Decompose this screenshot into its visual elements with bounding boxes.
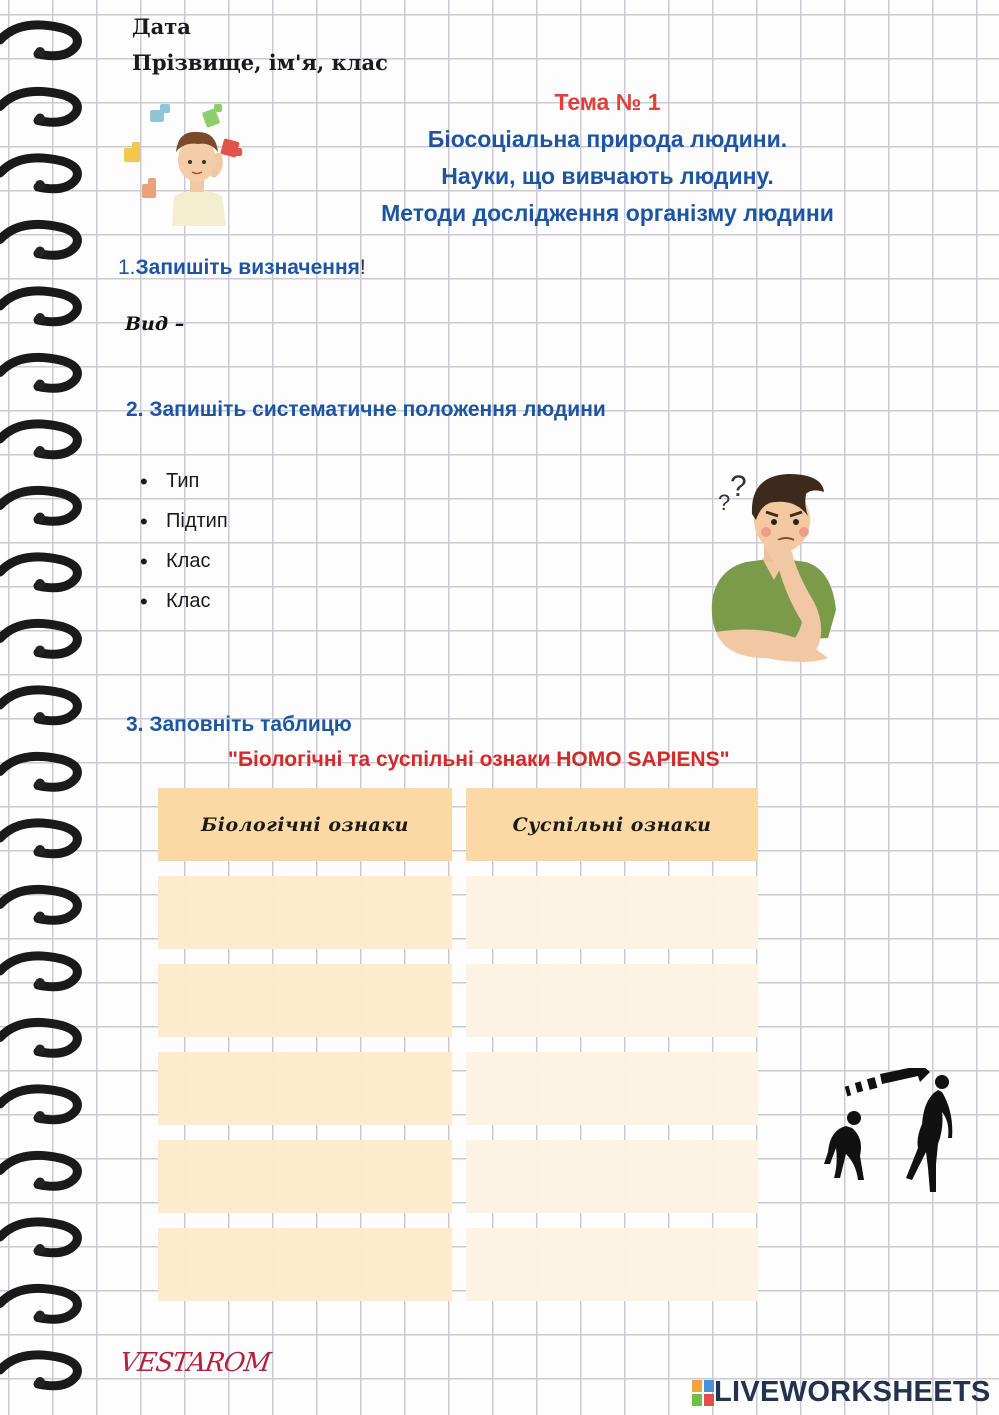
spiral-hole	[35, 1111, 45, 1121]
spiral-hole	[35, 247, 45, 257]
question-mark-icon: ?	[730, 470, 747, 503]
title-line-1: Біосоціальна природа людини.	[427, 126, 788, 152]
spiral-hole	[35, 1244, 45, 1254]
liveworksheets-text: LIVEWORKSHEETS	[714, 1376, 991, 1408]
list-item: • Тип	[140, 470, 228, 510]
spiral-hole	[35, 446, 45, 456]
table-cell-biological-2[interactable]	[158, 964, 452, 1037]
evolution-icon	[820, 1068, 960, 1198]
date-label: Дата	[132, 14, 191, 39]
spiral-hole	[35, 712, 45, 722]
table-cell-social-5[interactable]	[466, 1228, 758, 1301]
table-cell-social-4[interactable]	[466, 1140, 758, 1213]
list-item: • Клас	[140, 590, 228, 630]
question-1-text: Запишіть визначення	[135, 256, 360, 279]
puzzle-boy-icon	[118, 100, 253, 230]
name-label: Прізвище, ім'я, клас	[132, 50, 388, 75]
title-line-2: Науки, що вивчають людину.	[441, 163, 774, 189]
spiral-hole	[35, 180, 45, 190]
question-1-punct: !	[359, 256, 366, 279]
question-1	[118, 256, 366, 280]
spiral-hole	[35, 646, 45, 656]
spiral-hole	[35, 313, 45, 323]
table-title: "Біологічні та суспільні ознаки HOMO SAPIENS"	[228, 748, 730, 771]
spiral-hole	[35, 779, 45, 789]
table-cell-biological-1[interactable]	[158, 876, 452, 949]
table-cell-social-2[interactable]	[466, 964, 758, 1037]
vestarom-logo: VESTAROM	[117, 1348, 272, 1378]
table-cell-biological-4[interactable]	[158, 1140, 452, 1213]
spiral-hole	[35, 114, 45, 124]
table-cell-biological-3[interactable]	[158, 1052, 452, 1125]
spiral-hole	[35, 1178, 45, 1188]
list-item: • Клас	[140, 550, 228, 590]
topic-label: Тема № 1	[554, 89, 661, 115]
spiral-hole	[35, 47, 45, 57]
question-mark-icon: ?	[718, 490, 731, 515]
table-cell-social-3[interactable]	[466, 1052, 758, 1125]
spiral-hole	[35, 912, 45, 922]
question-3: 3. Заповніть таблицю	[126, 713, 352, 736]
table-cell-social-1[interactable]	[466, 876, 758, 949]
spiral-hole	[35, 1045, 45, 1055]
thinking-man-icon	[706, 462, 842, 672]
term-vid: Вид –	[125, 313, 185, 335]
taxonomy-list	[140, 470, 228, 630]
liveworksheets-logo-icon	[692, 1380, 714, 1406]
title-block	[330, 84, 885, 232]
table-header-biological: Біологічні ознаки	[158, 788, 452, 861]
spiral-hole	[35, 978, 45, 988]
table-header-social: Суспільні ознаки	[466, 788, 758, 861]
spiral-hole	[35, 1311, 45, 1321]
table-cell-biological-5[interactable]	[158, 1228, 452, 1301]
liveworksheets-logo[interactable]	[692, 1376, 991, 1409]
spiral-hole	[35, 579, 45, 589]
list-item: • Підтип	[140, 510, 228, 550]
question-1-number: 1.	[118, 256, 136, 279]
spiral-binding	[0, 0, 90, 1415]
title-line-3: Методи дослідження організму людини	[381, 200, 834, 226]
question-2: 2. Запишіть систематичне положення людини	[126, 398, 606, 421]
spiral-hole	[35, 380, 45, 390]
spiral-hole	[35, 845, 45, 855]
spiral-hole	[35, 1377, 45, 1387]
spiral-hole	[35, 513, 45, 523]
